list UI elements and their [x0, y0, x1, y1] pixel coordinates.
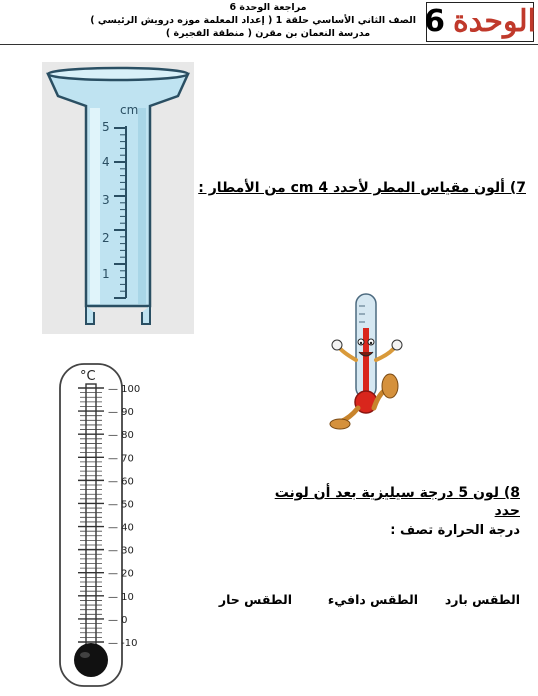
- header-line-school: مدرسة النعمان بن مقرن ( منطقة الفجيرة ): [165, 28, 371, 39]
- thermometer-label: — 30: [108, 545, 134, 557]
- header-line-review: مراجعة الوحدة 6: [229, 2, 307, 13]
- unit-word: الوحدة: [452, 4, 536, 39]
- thermometer-label: — 50: [108, 499, 134, 511]
- header-info: [90, 1, 416, 40]
- thermometer-label: — -10: [108, 638, 138, 649]
- thermometer-label: — 20: [108, 568, 134, 580]
- thermometer-label: — 80: [108, 430, 134, 442]
- gauge-label-2: 2: [102, 231, 110, 245]
- question-7: 7) ألون مقياس المطر لأحدد cm 4 من الأمطار :: [198, 180, 526, 196]
- thermometer-label: — 70: [108, 453, 134, 465]
- weather-option-hot[interactable]: الطقس حار: [218, 592, 292, 607]
- worksheet-header: [0, 0, 538, 46]
- gauge-label-1: 1: [102, 267, 110, 281]
- question-8-line-1: 8) لون 5 درجة سيليزية بعد أن لونت: [274, 485, 520, 501]
- weather-option-warm[interactable]: الطقس دافيء: [327, 592, 418, 607]
- thermometer-label: — 0: [108, 614, 128, 626]
- thermometer-unit-label: °C: [80, 369, 96, 384]
- thermometer-label: — 100: [108, 384, 141, 395]
- gauge-label-4: 4: [102, 155, 110, 169]
- gauge-unit-label: cm: [120, 103, 139, 117]
- cartoon-thermometer-image: [328, 290, 406, 432]
- question-8-line-3: درجة الحرارة تصف :: [390, 523, 520, 538]
- thermometer-label: — 60: [108, 476, 134, 488]
- rain-gauge-illustration: [42, 62, 194, 334]
- celsius-thermometer: [58, 362, 162, 690]
- thermometer-label: — 90: [108, 407, 134, 419]
- unit-badge: [426, 2, 534, 42]
- thermometer-label: — 40: [108, 522, 134, 534]
- weather-option-cold[interactable]: الطقس بارد: [444, 592, 520, 607]
- unit-number: 6: [424, 4, 445, 39]
- question-8: [260, 484, 520, 540]
- gauge-label-5: 5: [102, 120, 110, 134]
- header-divider: [0, 44, 538, 45]
- gauge-label-3: 3: [102, 193, 110, 207]
- header-line-grade: الصف الثاني الأساسي حلقة 1 ( إعداد المعلمة موزه درويش الرئيسي ): [90, 15, 416, 26]
- question-8-line-2: حدد: [494, 503, 520, 519]
- thermometer-label: — 10: [108, 591, 134, 603]
